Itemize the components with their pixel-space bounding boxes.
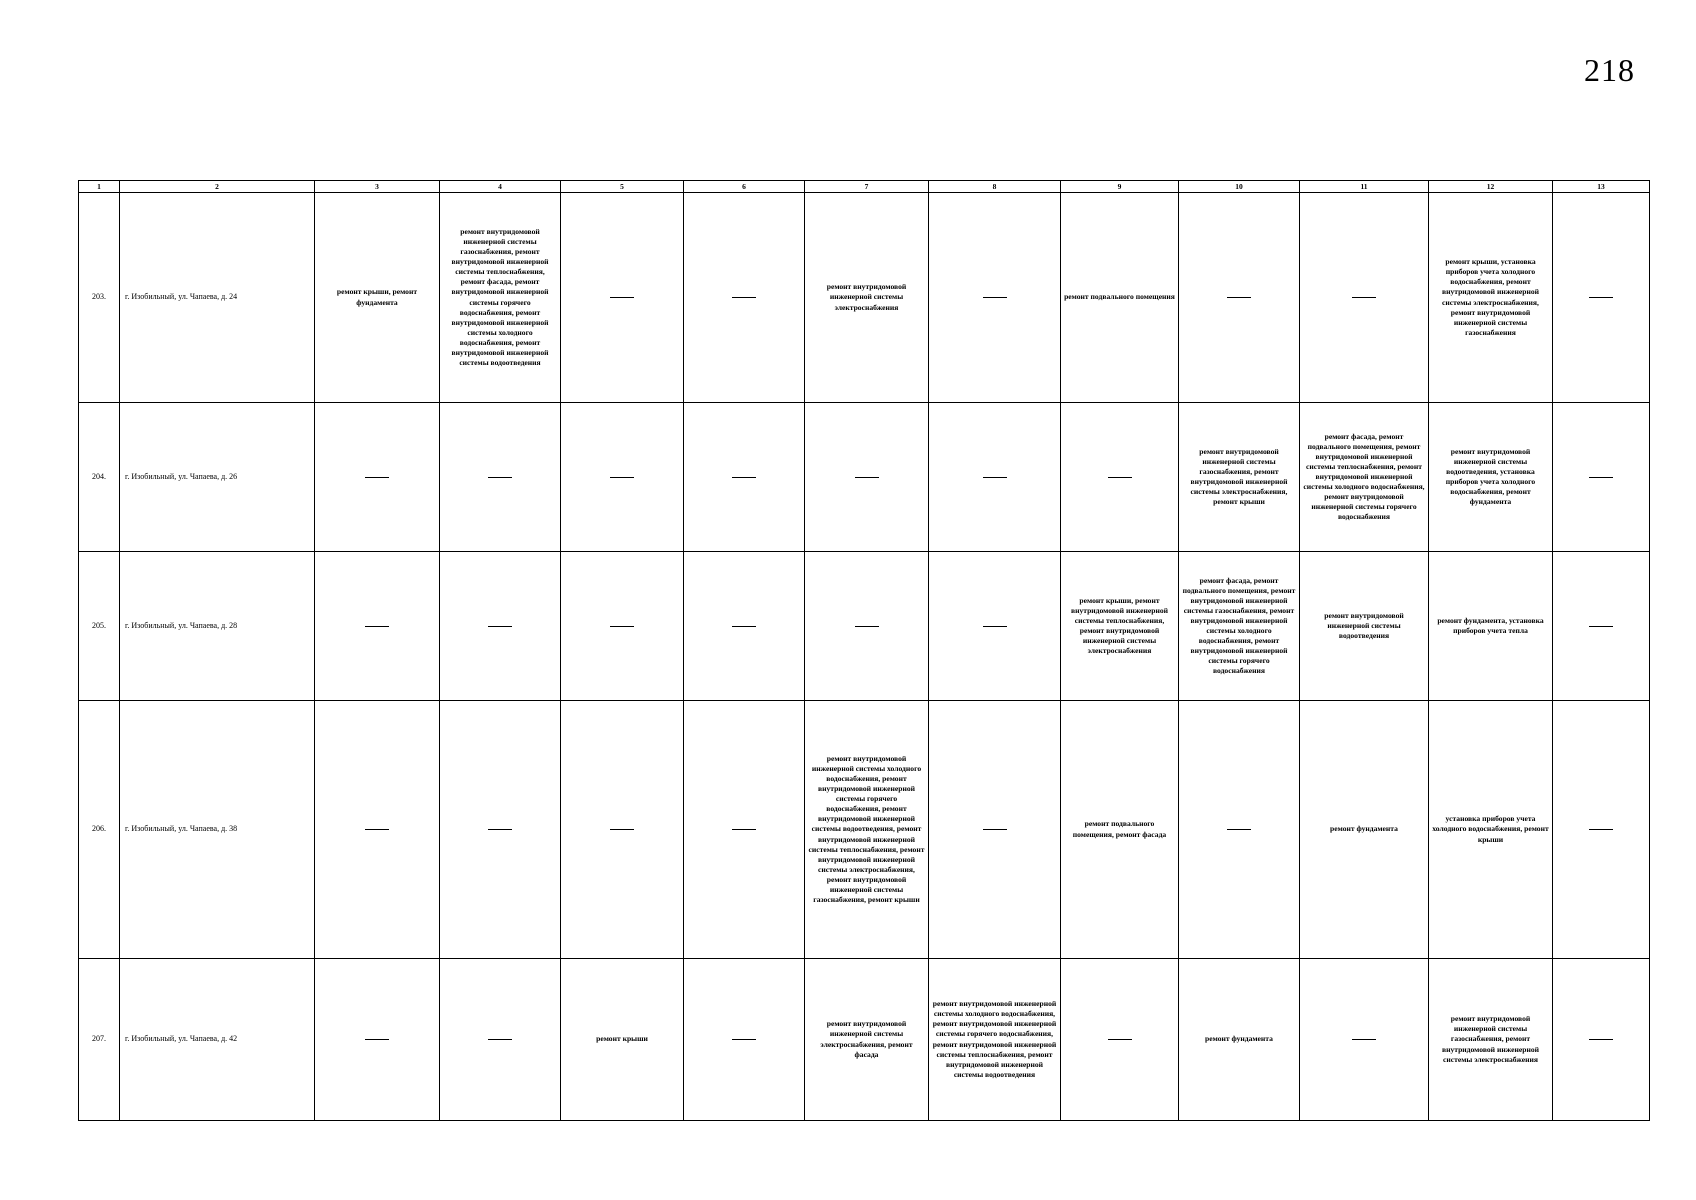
works-cell-col6 [684, 701, 805, 959]
address-cell: г. Изобильный, ул. Чапаева, д. 42 [120, 959, 315, 1121]
works-cell-col12: ремонт внутридомовой инженерной системы газоснабжения, ремонт внутридомовой инженерной системы электроснабжения [1429, 959, 1553, 1121]
column-number-cell: 2 [120, 181, 315, 193]
row-number: 203. [79, 193, 120, 403]
dash-mark [1589, 626, 1613, 627]
address-cell: г. Изобильный, ул. Чапаева, д. 24 [120, 193, 315, 403]
dash-mark [1352, 297, 1376, 298]
works-cell-col4 [440, 701, 561, 959]
dash-mark [732, 297, 756, 298]
column-number-cell: 11 [1300, 181, 1429, 193]
column-number-cell: 13 [1553, 181, 1650, 193]
works-cell-col13 [1553, 552, 1650, 701]
works-cell-col6 [684, 193, 805, 403]
dash-mark [365, 626, 389, 627]
dash-mark [855, 626, 879, 627]
works-cell-col11 [1300, 193, 1429, 403]
works-cell-col12: ремонт внутридомовой инженерной системы водоотведения, установка приборов учета холодного водоснабжения, ремонт фундамента [1429, 403, 1553, 552]
column-number-cell: 5 [561, 181, 684, 193]
works-cell-col4 [440, 552, 561, 701]
works-cell-col12: установка приборов учета холодного водоснабжения, ремонт крыши [1429, 701, 1553, 959]
repair-schedule-table [78, 180, 1650, 1121]
works-cell-col13 [1553, 959, 1650, 1121]
works-cell-col8 [929, 701, 1061, 959]
works-cell-col10 [1179, 701, 1300, 959]
dash-mark [610, 477, 634, 478]
works-cell-col4 [440, 959, 561, 1121]
dash-mark [1589, 297, 1613, 298]
dash-mark [610, 297, 634, 298]
works-cell-col3: ремонт крыши, ремонт фундамента [315, 193, 440, 403]
dash-mark [610, 829, 634, 830]
dash-mark [855, 477, 879, 478]
works-cell-col5 [561, 552, 684, 701]
dash-mark [1108, 477, 1132, 478]
dash-mark [983, 626, 1007, 627]
works-cell-col5: ремонт крыши [561, 959, 684, 1121]
row-number: 207. [79, 959, 120, 1121]
table-row [79, 959, 1650, 1121]
dash-mark [365, 829, 389, 830]
works-cell-col7: ремонт внутридомовой инженерной системы холодного водоснабжения, ремонт внутридомовой инженерной системы горячего водоснабжения, ремонт внутридомовой инженерной системы водоотведения, ремонт внутридомовой инженерной системы теплоснабжения, ремонт внутридомовой инженерной системы электроснабжения, ремонт внутридомовой инженерной системы газоснабжения, ремонт крыши [805, 701, 929, 959]
row-number: 205. [79, 552, 120, 701]
address-cell: г. Изобильный, ул. Чапаева, д. 38 [120, 701, 315, 959]
row-number: 204. [79, 403, 120, 552]
column-number-cell: 8 [929, 181, 1061, 193]
dash-mark [1589, 829, 1613, 830]
dash-mark [1108, 1039, 1132, 1040]
works-cell-col3 [315, 403, 440, 552]
column-number-cell: 4 [440, 181, 561, 193]
address-cell: г. Изобильный, ул. Чапаева, д. 28 [120, 552, 315, 701]
dash-mark [1227, 829, 1251, 830]
dash-mark [732, 1039, 756, 1040]
table-row [79, 193, 1650, 403]
column-number-cell: 1 [79, 181, 120, 193]
works-cell-col10: ремонт фасада, ремонт подвального помещения, ремонт внутридомовой инженерной системы газоснабжения, ремонт внутридомовой инженерной системы холодного водоснабжения, ремонт внутридомовой инженерной системы горячего водоснабжения [1179, 552, 1300, 701]
row-number: 206. [79, 701, 120, 959]
dash-mark [983, 477, 1007, 478]
dash-mark [365, 1039, 389, 1040]
works-cell-col7 [805, 403, 929, 552]
page-number: 218 [1584, 52, 1635, 88]
column-number-cell: 12 [1429, 181, 1553, 193]
dash-mark [732, 477, 756, 478]
works-cell-col5 [561, 701, 684, 959]
works-cell-col6 [684, 403, 805, 552]
works-cell-col13 [1553, 193, 1650, 403]
dash-mark [488, 477, 512, 478]
works-cell-col8 [929, 193, 1061, 403]
works-cell-col9 [1061, 959, 1179, 1121]
works-cell-col7: ремонт внутридомовой инженерной системы электроснабжения, ремонт фасада [805, 959, 929, 1121]
works-cell-col9: ремонт подвального помещения, ремонт фасада [1061, 701, 1179, 959]
column-number-cell: 9 [1061, 181, 1179, 193]
works-cell-col13 [1553, 701, 1650, 959]
works-cell-col10 [1179, 193, 1300, 403]
works-cell-col11 [1300, 959, 1429, 1121]
works-cell-col3 [315, 959, 440, 1121]
works-cell-col13 [1553, 403, 1650, 552]
works-cell-col9: ремонт подвального помещения [1061, 193, 1179, 403]
dash-mark [732, 626, 756, 627]
table-row [79, 701, 1650, 959]
dash-mark [983, 829, 1007, 830]
works-cell-col3 [315, 701, 440, 959]
dash-mark [1589, 477, 1613, 478]
works-cell-col8 [929, 403, 1061, 552]
works-cell-col12: ремонт крыши, установка приборов учета холодного водоснабжения, ремонт внутридомовой инженерной системы электроснабжения, ремонт внутридомовой инженерной системы газоснабжения [1429, 193, 1553, 403]
works-cell-col11: ремонт фасада, ремонт подвального помещения, ремонт внутридомовой инженерной системы теплоснабжения, ремонт внутридомовой инженерной системы холодного водоснабжения, ремонт внутридомовой инженерной системы горячего водоснабжения [1300, 403, 1429, 552]
works-cell-col9: ремонт крыши, ремонт внутридомовой инженерной системы теплоснабжения, ремонт внутридомовой инженерной системы электроснабжения [1061, 552, 1179, 701]
works-cell-col10: ремонт внутридомовой инженерной системы газоснабжения, ремонт внутридомовой инженерной системы электроснабжения, ремонт крыши [1179, 403, 1300, 552]
works-cell-col11: ремонт фундамента [1300, 701, 1429, 959]
works-cell-col8 [929, 552, 1061, 701]
works-cell-col12: ремонт фундамента, установка приборов учета тепла [1429, 552, 1553, 701]
works-cell-col7 [805, 552, 929, 701]
works-cell-col6 [684, 552, 805, 701]
table-row [79, 552, 1650, 701]
works-cell-col8: ремонт внутридомовой инженерной системы холодного водоснабжения, ремонт внутридомовой инженерной системы горячего водоснабжения, ремонт внутридомовой инженерной системы теплоснабжения, ремонт внутридомовой инженерной системы водоотведения [929, 959, 1061, 1121]
address-cell: г. Изобильный, ул. Чапаева, д. 26 [120, 403, 315, 552]
dash-mark [1589, 1039, 1613, 1040]
column-number-cell: 10 [1179, 181, 1300, 193]
works-cell-col6 [684, 959, 805, 1121]
works-cell-col5 [561, 403, 684, 552]
works-cell-col5 [561, 193, 684, 403]
dash-mark [365, 477, 389, 478]
column-number-cell: 7 [805, 181, 929, 193]
works-cell-col3 [315, 552, 440, 701]
dash-mark [488, 626, 512, 627]
works-cell-col4: ремонт внутридомовой инженерной системы газоснабжения, ремонт внутридомовой инженерной системы теплоснабжения, ремонт фасада, ремонт внутридомовой инженерной системы горячего водоснабжения, ремонт внутридомовой инженерной системы холодного водоснабжения, ремонт внутридомовой инженерной системы водоотведения [440, 193, 561, 403]
dash-mark [488, 1039, 512, 1040]
dash-mark [1352, 1039, 1376, 1040]
dash-mark [610, 626, 634, 627]
works-cell-col7: ремонт внутридомовой инженерной системы электроснабжения [805, 193, 929, 403]
column-number-cell: 3 [315, 181, 440, 193]
works-cell-col9 [1061, 403, 1179, 552]
dash-mark [1227, 297, 1251, 298]
works-cell-col4 [440, 403, 561, 552]
dash-mark [488, 829, 512, 830]
column-number-row [79, 181, 1650, 193]
dash-mark [732, 829, 756, 830]
table-row [79, 403, 1650, 552]
works-cell-col10: ремонт фундамента [1179, 959, 1300, 1121]
works-cell-col11: ремонт внутридомовой инженерной системы водоотведения [1300, 552, 1429, 701]
column-number-cell: 6 [684, 181, 805, 193]
dash-mark [983, 297, 1007, 298]
